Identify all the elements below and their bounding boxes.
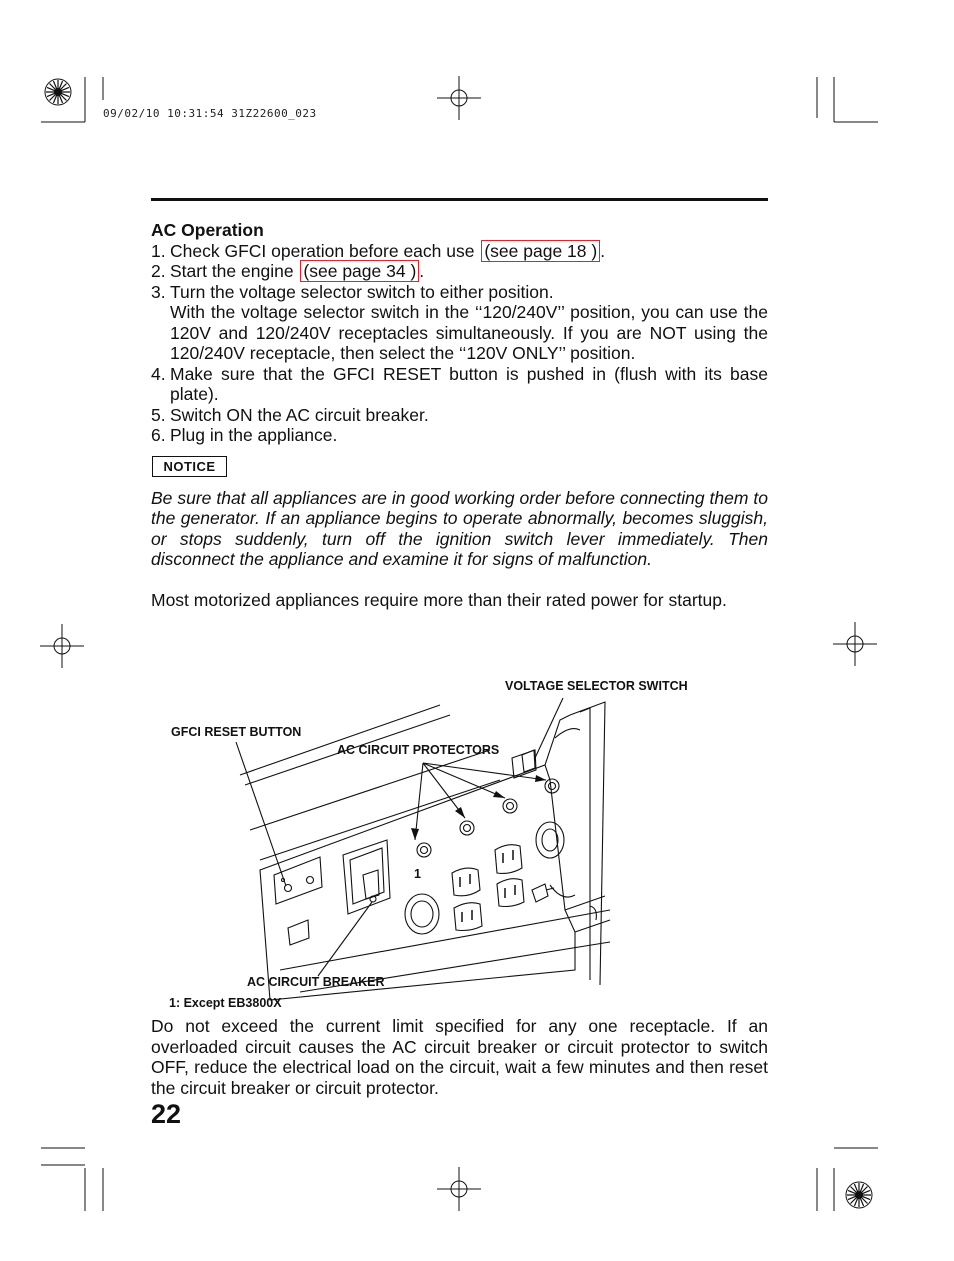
step-text: Start the engine	[170, 261, 299, 281]
step-text: Plug in the appliance.	[170, 425, 338, 445]
step-number: 3.	[151, 281, 166, 302]
registration-mark-top	[437, 76, 481, 120]
step-text: Make sure that the GFCI RESET button is pushed in (flush with its base plate).	[170, 363, 768, 404]
step-1: 1. Check GFCI operation before each use (see page 18 ) .	[151, 240, 606, 261]
step-number: 4.	[151, 363, 166, 384]
registration-mark-left	[40, 624, 84, 668]
startup-note: Most motorized appliances require more than their rated power for startup.	[151, 589, 727, 610]
print-timestamp: 09/02/10 10:31:54 31Z22600_023	[103, 107, 317, 120]
step-number: 1.	[151, 240, 166, 261]
label-gfci-reset-button: GFCI RESET BUTTON	[171, 725, 302, 739]
page-link-18[interactable]: (see page 18 )	[481, 240, 600, 262]
step-detail: With the voltage selector switch in the ‘‘120/240V’’ position, you can use the 120V and 120/240V receptacles simultaneously. If you are NOT using the 120/240V receptacle, then select the ‘‘120V ONLY’’ position.	[170, 302, 768, 363]
label-callout-1: 1	[414, 867, 421, 881]
page-link-34[interactable]: (see page 34 )	[300, 260, 419, 282]
figure-footnote: 1: Except EB3800X	[169, 996, 282, 1010]
step-text: Turn the voltage selector switch to either position.	[170, 281, 554, 302]
control-panel-illustration	[150, 670, 770, 1015]
header-rule	[151, 198, 768, 201]
label-ac-circuit-breaker: AC CIRCUIT BREAKER	[247, 975, 385, 989]
step-number: 2.	[151, 261, 166, 281]
main-content	[151, 220, 768, 610]
notice-text: Be sure that all appliances are in good working order before connecting them to the generator. If an appliance begins to operate abnormally, becomes sluggish, or stops suddenly, turn off the ignition switch lever immediately. Then disconnect the appliance and examine it for signs of malfunction.	[151, 487, 768, 569]
step-3	[151, 282, 768, 364]
step-text: Check GFCI operation before each use	[170, 240, 480, 261]
starburst-mark-top	[45, 79, 71, 105]
registration-mark-right	[833, 622, 877, 666]
step-number: 5.	[151, 404, 166, 425]
step-number: 6.	[151, 425, 166, 445]
registration-mark-bottom	[437, 1167, 481, 1211]
closing-paragraph: Do not exceed the current limit specified for any one receptacle. If an overloaded circuit causes the AC circuit breaker or circuit protector to switch OFF, reduce the electrical load on the circuit, wait a few minutes and then reset the circuit breaker or circuit protector.	[151, 1016, 768, 1098]
step-4	[151, 364, 768, 405]
step-2: 2. Start the engine (see page 34 ) .	[151, 261, 425, 281]
section-heading: AC Operation	[151, 220, 264, 240]
step-6	[151, 425, 768, 446]
step-5	[151, 405, 768, 426]
page-number: 22	[151, 1099, 182, 1129]
starburst-mark-bottom	[846, 1182, 872, 1208]
notice-badge: NOTICE	[152, 456, 227, 477]
label-ac-circuit-protectors: AC CIRCUIT PROTECTORS	[337, 743, 500, 757]
step-text: Switch ON the AC circuit breaker.	[170, 404, 429, 425]
label-voltage-selector-switch: VOLTAGE SELECTOR SWITCH	[505, 679, 688, 693]
